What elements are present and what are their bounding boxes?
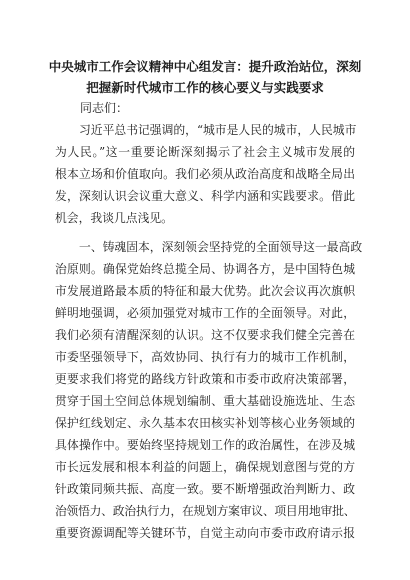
text-line: 贯穿于国土空间总体规划编制、重大基础设施选址、生态 — [55, 394, 355, 408]
text-line: 市委坚强领导下，高效协同、执行有力的城市工作机制， — [55, 350, 355, 364]
text-line: 更要求我们将党的路线方针政策和市委市政府决策部署， — [55, 372, 355, 386]
text-line: 市发展道路最本质的特征和最大优势。此次会议再次旗帜 — [55, 284, 355, 298]
text-line: 市长远发展和根本利益的问题上，确保规划意图与党的方 — [55, 460, 355, 474]
text-line: 治领悟力、政治执行力，在规划方案审议、项目用地审批、 — [55, 504, 355, 518]
document-title — [40, 56, 370, 98]
text-line: 根本立场和价值取向。我们必须从政治高度和战略全局出 — [55, 167, 355, 181]
text-line: 发，深刻认识会议重大意义、科学内涵和实践要求。借此 — [55, 189, 355, 203]
text-line: 机会，我谈几点浅见。 — [55, 211, 173, 225]
text-line: 习近平总书记强调的，“城市是人民的城市，人民城市 — [79, 123, 357, 137]
text-line: 为人民。”这一重要论断深刻揭示了社会主义城市发展的 — [55, 145, 355, 159]
paragraph-intro — [55, 119, 355, 229]
text-line: 鲜明地强调，必须加强党对城市工作的全面领导。对此， — [55, 306, 355, 320]
title-line: 把握新时代城市工作的核心要义与实践要求 — [86, 80, 324, 95]
text-line: 我们必须有清醒深刻的认识。这不仅要求我们健全完善在 — [55, 328, 355, 342]
text-line: 具体操作中。要始终坚持规划工作的政治属性，在涉及城 — [55, 438, 355, 452]
text-line: 保护红线划定、永久基本农田核实补划等核心业务领域的 — [55, 416, 355, 430]
text-line: 一、铸魂固本，深刻领会坚持党的全面领导这一最高政 — [79, 240, 363, 254]
text-line: 治原则。确保党始终总揽全局、协调各方，是中国特色城 — [55, 262, 355, 276]
text-line: 针政策同频共振、高度一致。要不断增强政治判断力、政 — [55, 482, 355, 496]
text-line: 重要资源调配等关键环节，自觉主动向市委市政府请示报 — [55, 526, 355, 540]
paragraph-section-one — [55, 236, 363, 544]
salutation: 同志们： — [80, 101, 129, 115]
title-line: 中央城市工作会议精神中心组发言：提升政治站位，深刻 — [48, 59, 362, 74]
